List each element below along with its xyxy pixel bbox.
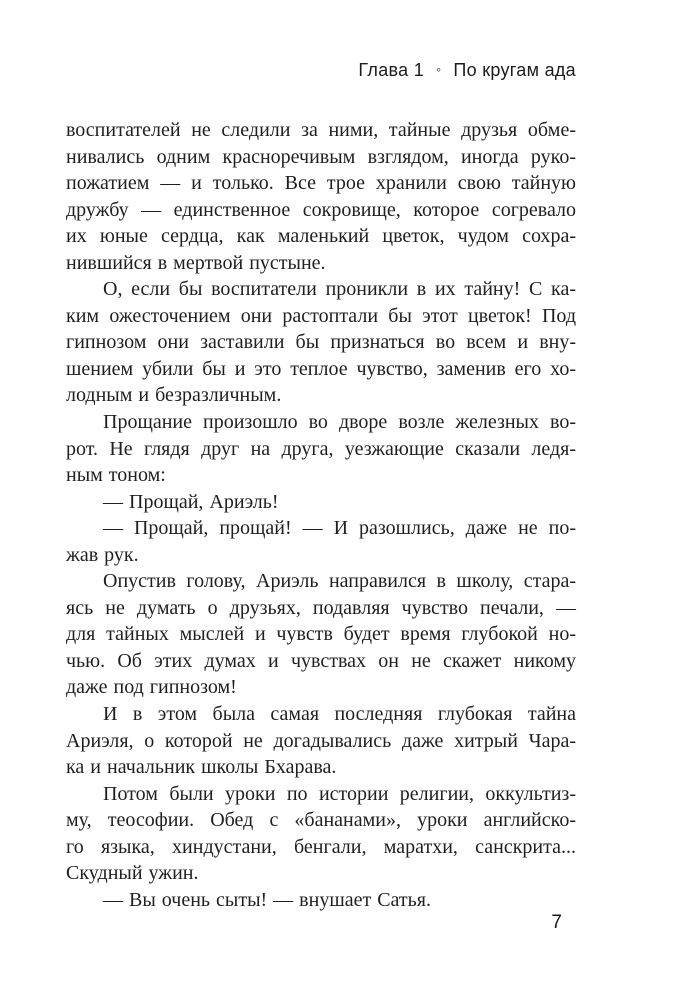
text-line: нивались одним красноречивым взглядом, иногда руко- <box>66 145 576 168</box>
text-line: жав рук. <box>66 543 139 566</box>
text-line: О, если бы воспитатели проникли в их тайну! С ка- <box>103 278 576 301</box>
text-line: рот. Не глядя друг на друга, уезжающие сказали ледя- <box>66 437 576 460</box>
text-line: — Прощай, Ариэль! <box>103 490 279 513</box>
text-line: для тайных мыслей и чувств будет время глубокой но- <box>66 623 576 646</box>
text-line: их юные сердца, как маленький цветок, чудом сохра- <box>66 225 576 248</box>
text-line: шением убили бы и это теплое чувство, заменив его хо- <box>66 357 576 380</box>
paragraph <box>66 515 576 568</box>
text-line: — Вы очень сыты! — внушает Сатья. <box>103 888 431 911</box>
paragraph <box>66 409 576 489</box>
text-line: гипнозом они заставили бы признаться во всем и вну- <box>66 331 576 354</box>
paragraph <box>66 781 576 887</box>
text-line: ным тоном: <box>66 464 166 487</box>
text-line: ка и начальник школы Бхарава. <box>66 756 337 779</box>
text-line: Ариэля, о которой не догадывались даже хитрый Чара- <box>66 729 576 752</box>
separator-circle-icon: ◦ <box>436 61 442 77</box>
text-line: И в этом была самая последняя глубокая тайна <box>103 703 576 726</box>
text-line: даже под гипнозом! <box>66 676 237 699</box>
text-line: Опустив голову, Ариэль направился в школу, стара- <box>103 570 576 593</box>
text-line: чью. Об этих думах и чувствах он не скажет никому <box>66 649 576 672</box>
page-body <box>66 117 576 913</box>
running-header <box>66 60 576 80</box>
paragraph <box>66 276 576 409</box>
text-line: пожатием — и только. Все трое хранили свою тайную <box>66 172 576 195</box>
text-line: ким ожесточением они растоптали бы этот цветок! Под <box>66 304 576 327</box>
text-line: му, теософии. Обед с «бананами», уроки английско- <box>66 809 576 832</box>
text-line: — Прощай, прощай! — И разошлись, даже не по- <box>103 517 576 540</box>
paragraph <box>66 117 576 276</box>
text-line: го языка, хиндустани, бенгали, маратхи, санскрита... <box>66 835 576 858</box>
text-line: воспитателей не следили за ними, тайные друзья обме- <box>66 119 576 141</box>
text-line: дружбу — единственное сокровище, которое согревало <box>66 198 576 221</box>
text-line: Скудный ужин. <box>66 862 199 885</box>
text-line: ясь не думать о друзьях, подавляя чувство печали, — <box>66 596 576 619</box>
text-line: Прощание произошло во дворе возле железных во- <box>103 411 576 434</box>
page-number: 7 <box>551 912 562 933</box>
chapter-title: По кругам ада <box>453 60 576 80</box>
paragraph <box>66 568 576 701</box>
text-line: лодным и безразличным. <box>66 384 282 407</box>
text-line: Потом были уроки по истории религии, оккультиз- <box>103 782 576 805</box>
chapter-label: Глава 1 <box>358 60 425 80</box>
text-line: нившийся в мертвой пустыне. <box>66 251 326 274</box>
paragraph <box>66 887 576 914</box>
page-footer <box>66 912 562 934</box>
paragraph <box>66 701 576 781</box>
paragraph <box>66 489 576 516</box>
